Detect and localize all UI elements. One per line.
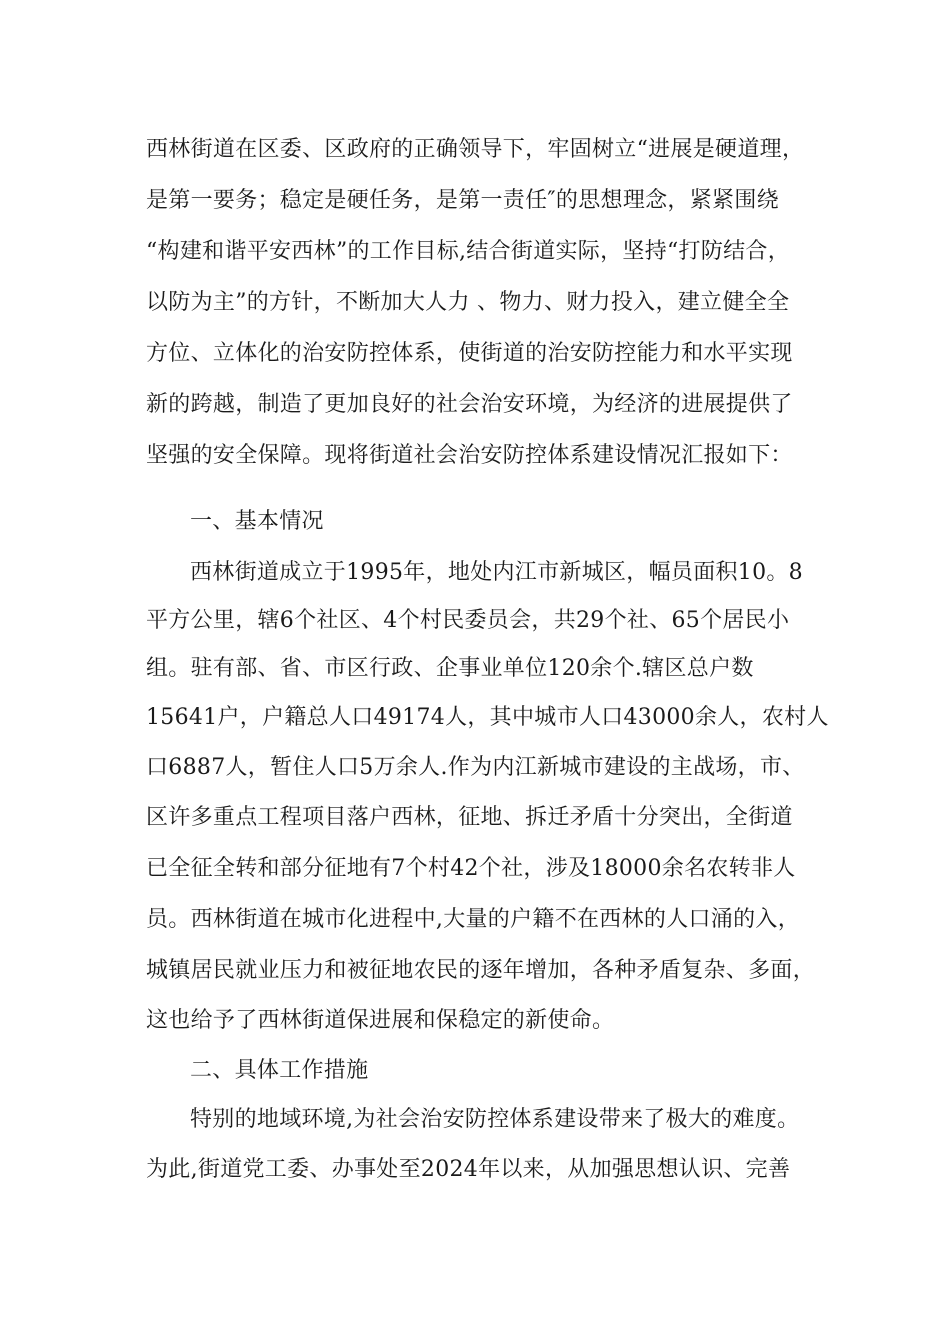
paragraph-line: 特别的地域环境,为社会治安防控体系建设带来了极大的难度。 — [190, 1107, 800, 1132]
paragraph-line: 方位、立体化的治安防控体系，使街道的治安防控能力和水平实现 — [146, 341, 793, 366]
section-heading: 一、基本情况 — [190, 509, 324, 534]
paragraph-line: 15641户，户籍总人口49174人，其中城市人口43000余人，农村人 — [146, 705, 829, 730]
paragraph-line: 口6887人，暂住人口5万余人.作为内江新城市建设的主战场，市、 — [146, 755, 805, 780]
paragraph-line: 为此,街道党工委、办事处至2024年以来，从加强思想认识、完善 — [146, 1157, 791, 1182]
paragraph-line: 平方公里，辖6个社区、4个村民委员会，共29个社、65个居民小 — [146, 608, 790, 633]
paragraph-line: 区许多重点工程项目落户西林，征地、拆迁矛盾十分突出，全街道 — [146, 805, 793, 830]
paragraph-line: “构建和谐平安西林”的工作目标,结合街道实际，坚持“打防结合， — [146, 239, 791, 264]
paragraph-line: 已全征全转和部分征地有7个村42个社，涉及18000余名农转非人 — [146, 856, 796, 881]
paragraph-line: 西林街道在区委、区政府的正确领导下，牢固树立“进展是硬道理， — [146, 137, 805, 162]
paragraph-line: 员。西林街道在城市化进程中,大量的户籍不在西林的人口涌的入， — [146, 907, 800, 932]
paragraph-line: 以防为主”的方针，不断加大人力 、物力、财力投入，建立健全全 — [146, 290, 790, 315]
section-heading: 二、具体工作措施 — [190, 1058, 369, 1083]
paragraph-line: 西林街道成立于1995年，地处内江市新城区，幅员面积10。8 — [190, 560, 803, 585]
paragraph-line: 组。驻有部、省、市区行政、企事业单位120余个.辖区总户数 — [146, 656, 754, 681]
paragraph-line: 城镇居民就业压力和被征地农民的逐年增加，各种矛盾复杂、多面， — [146, 958, 816, 983]
paragraph-line: 新的跨越，制造了更加良好的社会治安环境，为经济的进展提供了 — [146, 392, 793, 417]
paragraph-line: 是第一要务；稳定是硬任务，是第一责任″的思想理念，紧紧围绕 — [146, 188, 779, 213]
paragraph-line: 这也给予了西林街道保进展和保稳定的新使命。 — [146, 1008, 615, 1033]
paragraph-line: 坚强的安全保障。现将街道社会治安防控体系建设情况汇报如下： — [146, 443, 793, 468]
